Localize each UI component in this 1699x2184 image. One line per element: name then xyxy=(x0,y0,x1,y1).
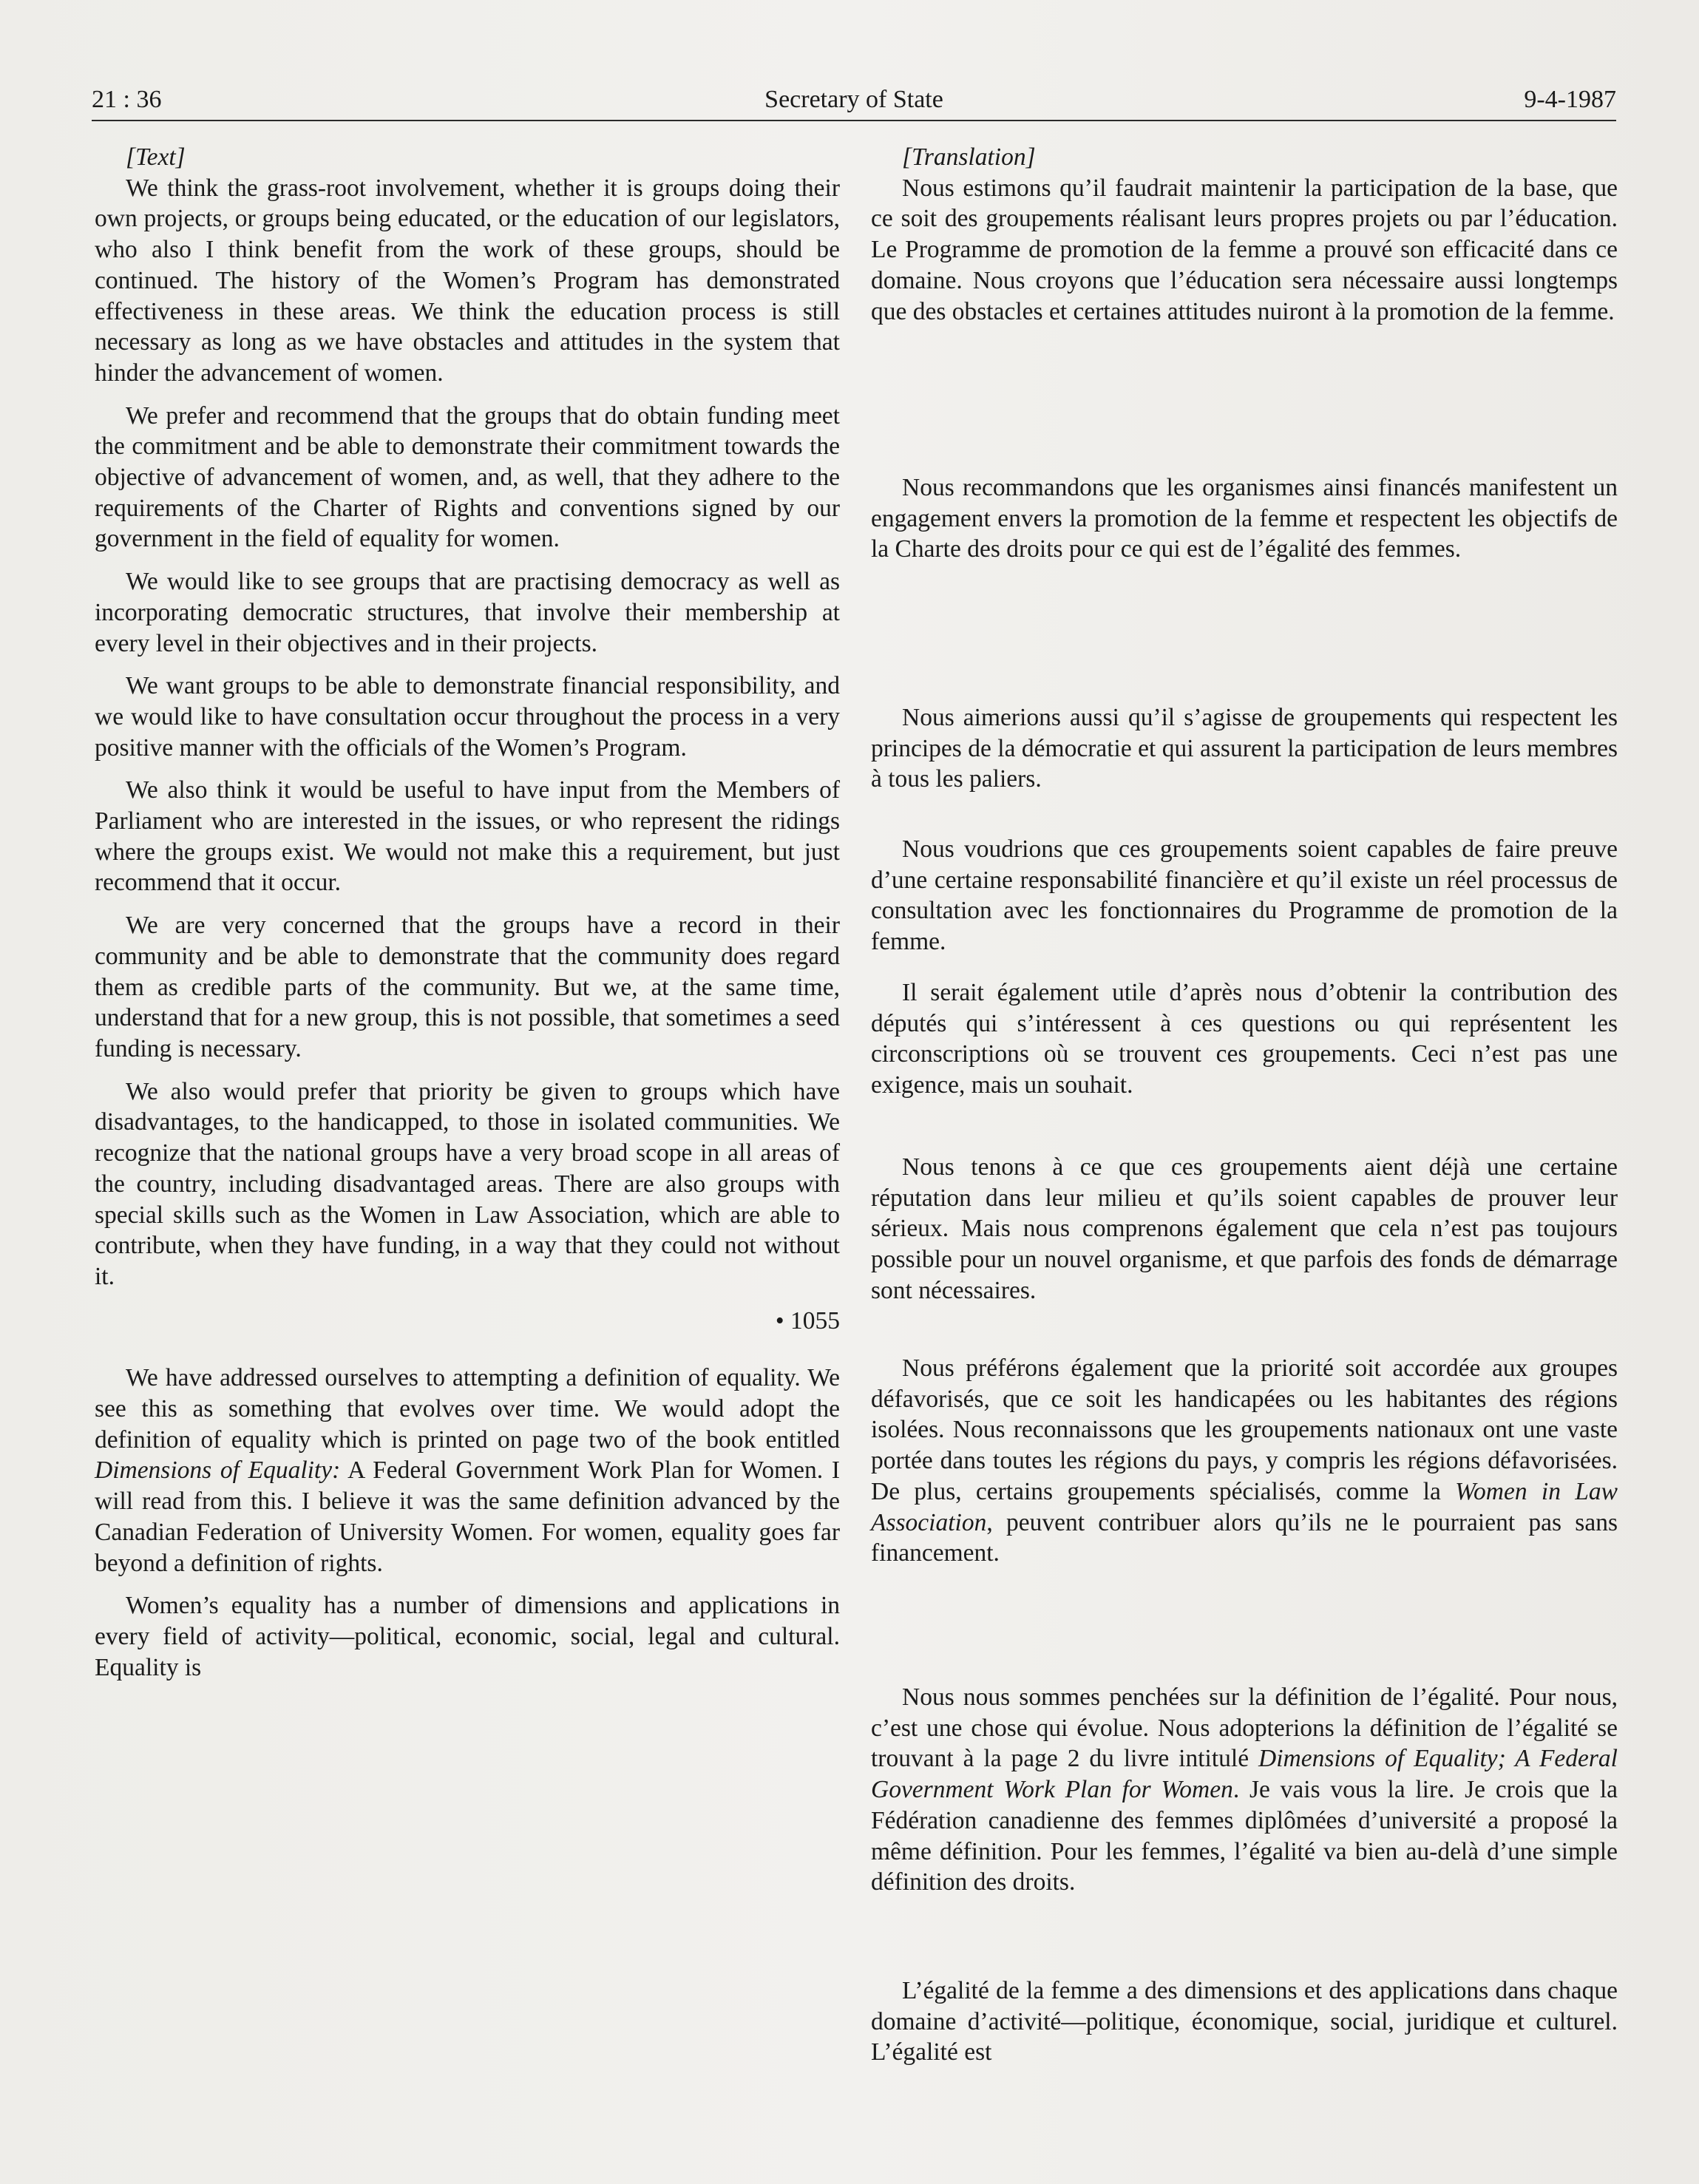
paragraph: We would like to see groups that are practising democracy as well as incorporating democratic structures, that involve their membership at every level in their objectives and in their projects. xyxy=(95,568,840,657)
organization-name: Women in Law Association xyxy=(871,1477,1618,1536)
paragraph: We think the grass-root involvement, whether it is groups doing their own projects, or groups being educated, or the education of our legislators, who also I think benefit from the work of these groups, should be continued. The history of the Women’s Program has demonstrated effectiveness in these areas. We think the education process is still necessary as long as we have obstacles and attitudes in the system that hinder the advancement of women. xyxy=(95,174,840,387)
book-title: Dimensions of Equality: xyxy=(95,1456,341,1485)
paragraph: Nous recommandons que les organismes ainsi financés manifestent un engagement envers la promotion de la femme et respectent les objectifs de la Charte des droits pour ce qui est de l’égalité des femmes. xyxy=(871,474,1618,563)
paragraph: We also think it would be useful to have input from the Members of Parliament who are interested in the issues, or who represent the ridings where the groups exist. We would not make this a requirement, but just recommend that it occur. xyxy=(95,776,840,897)
translation-block xyxy=(871,1353,1618,1569)
translation-block xyxy=(871,1682,1618,1898)
translation-block xyxy=(871,1976,1618,2068)
page-reference: 21 : 36 xyxy=(92,86,162,113)
translation-tag: [Translation] xyxy=(902,143,1036,171)
paragraph: Nous estimons qu’il faudrait maintenir la participation de la base, que ce soit des groupements réalisant leurs propres projets ou par l’éducation. Le Programme de promotion de la femme a prouvé son efficacité dans ce domaine. Nous croyons que l’éducation sera nécessaire aussi longtemps que des obstacles et certaines attitudes nuiront à la promotion de la femme. xyxy=(871,174,1618,325)
publication-title: Secretary of State xyxy=(764,86,943,113)
text-tag: [Text] xyxy=(126,143,186,171)
english-column xyxy=(95,142,840,1683)
paragraph: Il serait également utile d’après nous d’obtenir la contribution des députés qui s’intéressent à ces questions ou qui représentent les circonscriptions où se trouvent ces groupements. Ceci n’est pas une exigence, mais un souhait. xyxy=(871,979,1618,1099)
time-marker: • 1055 xyxy=(775,1306,840,1335)
paragraph: Nous nous sommes penchées sur la définition de l’égalité. Pour nous, c’est une chose qui évolue. Nous adopterions la définition de l’égalité se trouvant à la page 2 du livre intitulé Dimensions of Equality; A Federal Government Work Plan for Women. Je vais vous la lire. Je crois que la Fédération canadienne des femmes diplômées d’université a proposé la même définition. Pour les femmes, l’égalité va bien au-delà d’une simple définition des droits. xyxy=(871,1683,1618,1896)
paragraph: We have addressed ourselves to attempting a definition of equality. We see this as something that evolves over time. We would adopt the definition of equality which is printed on page two of the book entitled Dimensions of Equality: A Federal Government Work Plan for Women. I will read from this. I believe it was the same definition advanced by the Canadian Federation of University Women. For women, equality goes far beyond a definition of rights. xyxy=(95,1364,840,1577)
translation-block xyxy=(871,472,1618,565)
paragraph: We want groups to be able to demonstrate financial responsibility, and we would like to have consultation occur throughout the process in a very positive manner with the officials of the Women’s Program. xyxy=(95,672,840,762)
translation-block xyxy=(871,1152,1618,1306)
translation-block xyxy=(871,702,1618,795)
page-header xyxy=(92,81,1616,121)
translation-block xyxy=(871,834,1618,957)
paragraph: Nous voudrions que ces groupements soient capables de faire preuve d’une certaine responsabilité financière et qu’il existe un réel processus de consultation avec les fonctionnaires du Programme de promotion de la femme. xyxy=(871,835,1618,956)
paragraph: L’égalité de la femme a des dimensions et des applications dans chaque domaine d’activité—politique, économique, social, juridique et culturel. L’égalité est xyxy=(871,1977,1618,2066)
paragraph: Women’s equality has a number of dimensions and applications in every field of activity—political, economic, social, legal and cultural. Equality is xyxy=(95,1592,840,1681)
paragraph: We are very concerned that the groups have a record in their community and be able to demonstrate that the community does regard them as credible parts of the community. But we, at the same time, understand that for a new group, this is not possible, that sometimes a seed funding is necessary. xyxy=(95,912,840,1062)
paragraph: We also would prefer that priority be given to groups which have disadvantages, to the handicapped, to those in isolated communities. We recognize that the national groups have a very broad scope in all areas of the country, including disadvantaged areas. There are also groups with special skills such as the Women in Law Association, which are able to contribute, when they have funding, in a way that they could not without it. xyxy=(95,1077,840,1290)
publication-date: 9-4-1987 xyxy=(1524,86,1616,113)
paragraph: We prefer and recommend that the groups that do obtain funding meet the commitment and be able to demonstrate their commitment towards the objective of advancement of women, and, as well, that they adhere to the requirements of the Charter of Rights and conventions signed by our government in the field of equality for women. xyxy=(95,401,840,553)
paragraph: Nous tenons à ce que ces groupements aient déjà une certaine réputation dans leur milieu et qu’ils soient capables de prouver leur sérieux. Mais nous comprenons également que cela n’est pas toujours possible pour un nouvel organisme, et que parfois des fonds de démarrage sont nécessaires. xyxy=(871,1153,1618,1304)
paragraph: Nous préférons également que la priorité soit accordée aux groupes défavorisés, que ce soit les handicapées ou les habitantes des régions isolées. Nous reconnaissons que les groupements nationaux ont une vaste portée dans toutes les régions du pays, y compris les régions défavorisées. De plus, certains groupements spécialisés, comme la Women in Law Association, peuvent contribuer alors qu’ils ne le pourraient pas sans financement. xyxy=(871,1354,1618,1567)
book-title: Dimensions of Equality; A Federal Government Work Plan for Women xyxy=(871,1745,1618,1804)
translation-block xyxy=(871,977,1618,1101)
translation-block xyxy=(871,142,1618,327)
paragraph: Nous aimerions aussi qu’il s’agisse de groupements qui respectent les principes de la démocratie et qui assurent la participation de leurs membres à tous les paliers. xyxy=(871,704,1618,793)
